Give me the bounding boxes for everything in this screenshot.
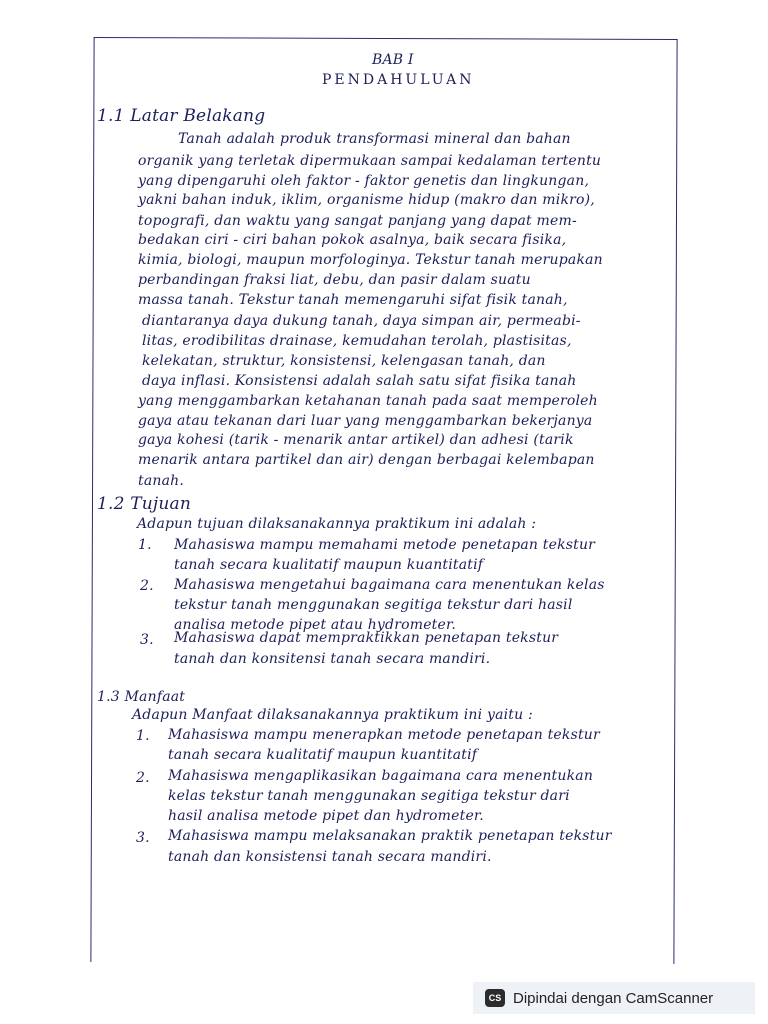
section-intro: Adapun Manfaat dilaksanakannya praktikum ini yaitu : xyxy=(132,707,533,723)
paragraph-line: yang dipengaruhi oleh faktor - faktor genetis dan lingkungan, xyxy=(138,173,590,189)
paragraph-line: bedakan ciri - ciri bahan pokok asalnya, baik secara fisika, xyxy=(138,232,567,248)
paragraph-line: topografi, dan waktu yang sangat panjang yang dapat mem- xyxy=(138,213,577,229)
paragraph-line: litas, erodibilitas drainase, kemudahan terolah, plastisitas, xyxy=(142,333,572,349)
list-item-line: tanah secara kualitatif maupun kuantitatif xyxy=(174,557,484,573)
paragraph-line: yang menggambarkan ketahanan tanah pada saat memperoleh xyxy=(138,393,598,409)
list-number: 3. xyxy=(136,830,150,846)
paragraph-line: organik yang terletak dipermukaan sampai kedalaman tertentu xyxy=(138,153,602,169)
list-item-line: hasil analisa metode pipet dan hydrometer. xyxy=(168,808,484,824)
list-number: 1. xyxy=(138,537,152,553)
paragraph-line: daya inflasi. Konsistensi adalah salah satu sifat fisika tanah xyxy=(142,373,577,389)
list-number: 3. xyxy=(140,632,154,648)
list-item-line: Mahasiswa mengaplikasikan bagaimana cara menentukan xyxy=(168,768,594,784)
paragraph-line: kelekatan, struktur, konsistensi, kelengasan tanah, dan xyxy=(142,353,546,369)
paragraph-line: massa tanah. Tekstur tanah memengaruhi sifat fisik tanah, xyxy=(138,292,568,308)
list-item-line: Mahasiswa dapat mempraktikkan penetapan tekstur xyxy=(174,630,559,646)
list-number: 2. xyxy=(136,770,150,786)
paragraph-line: gaya atau tekanan dari luar yang menggambarkan bekerjanya xyxy=(138,413,593,429)
list-item-line: kelas tekstur tanah menggunakan segitiga tekstur dari xyxy=(168,788,570,804)
list-number: 1. xyxy=(136,728,150,744)
list-item-line: tekstur tanah menggunakan segitiga tekstur dari hasil xyxy=(174,597,573,613)
paragraph-line: Tanah adalah produk transformasi mineral dan bahan xyxy=(178,131,571,147)
list-item-line: Mahasiswa mampu menerapkan metode penetapan tekstur xyxy=(168,727,600,743)
section-heading-latar-belakang: 1.1 Latar Belakang xyxy=(97,106,266,126)
list-item-line: Mahasiswa mampu melaksanakan praktik penetapan tekstur xyxy=(168,828,612,844)
paragraph-line: tanah. xyxy=(138,473,185,489)
chapter-title: PENDAHULUAN xyxy=(322,72,475,88)
chapter-label: BAB I xyxy=(372,52,414,68)
list-item-line: tanah secara kualitatif maupun kuantitatif xyxy=(168,747,478,763)
camscanner-logo-icon: CS xyxy=(485,989,505,1007)
watermark-text: Dipindai dengan CamScanner xyxy=(513,989,714,1007)
list-item-line: Mahasiswa mampu memahami metode penetapan tekstur xyxy=(174,537,596,553)
camscanner-watermark xyxy=(473,982,755,1014)
section-intro: Adapun tujuan dilaksanakannya praktikum ini adalah : xyxy=(137,516,537,532)
section-heading-tujuan: 1.2 Tujuan xyxy=(97,494,192,514)
list-item-line: tanah dan konsistensi tanah secara mandiri. xyxy=(168,849,492,865)
paragraph-line: diantaranya daya dukung tanah, daya simpan air, permeabi- xyxy=(142,313,581,329)
paragraph-line: kimia, biologi, maupun morfologinya. Tekstur tanah merupakan xyxy=(138,252,603,268)
paragraph-line: perbandingan fraksi liat, debu, dan pasir dalam suatu xyxy=(138,272,531,288)
paragraph-line: gaya kohesi (tarik - menarik antar artikel) dan adhesi (tarik xyxy=(138,432,574,448)
list-item-line: tanah dan konsitensi tanah secara mandiri. xyxy=(174,651,491,667)
list-item-line: Mahasiswa mengetahui bagaimana cara menentukan kelas xyxy=(174,577,605,593)
section-heading-manfaat: 1.3 Manfaat xyxy=(97,689,186,705)
paragraph-line: yakni bahan induk, iklim, organisme hidup (makro dan mikro), xyxy=(138,192,595,208)
list-item-line: analisa metode pipet atau hydrometer. xyxy=(174,617,456,633)
list-number: 2. xyxy=(140,578,154,594)
paragraph-line: menarik antara partikel dan air) dengan berbagai kelembapan xyxy=(138,452,595,468)
